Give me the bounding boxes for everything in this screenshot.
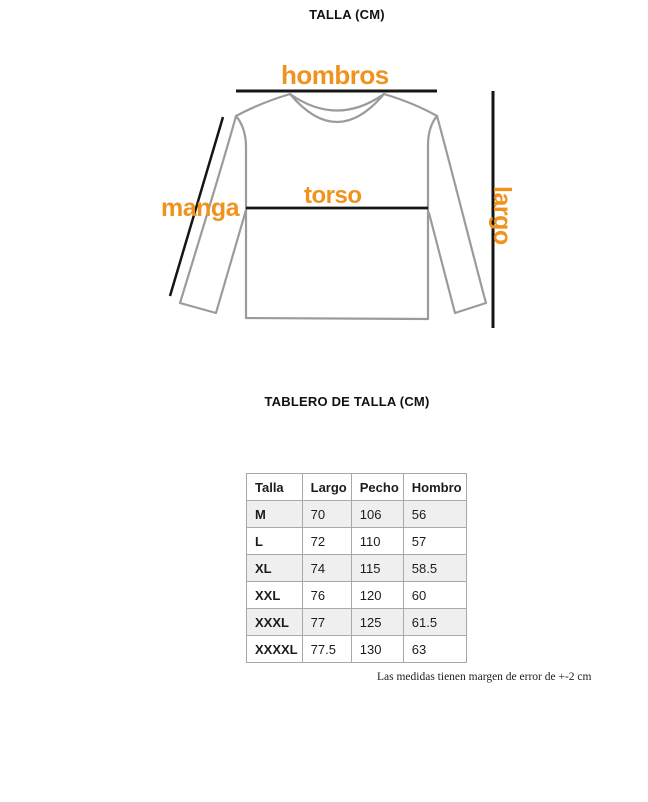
page-title: TALLA (CM) (309, 7, 385, 22)
size-table (246, 473, 467, 663)
collar-inner-arc (290, 94, 384, 122)
cell-pecho: 130 (351, 636, 403, 663)
cell-largo: 76 (302, 582, 351, 609)
cell-size: XXL (247, 582, 303, 609)
shoulders-label: hombros (281, 60, 389, 90)
cell-size: M (247, 501, 303, 528)
cell-hombro: 56 (403, 501, 466, 528)
right-shoulder-seam (384, 94, 437, 116)
cell-largo: 77 (302, 609, 351, 636)
cell-hombro: 58.5 (403, 555, 466, 582)
cell-largo: 72 (302, 528, 351, 555)
length-label: largo (488, 186, 516, 245)
cell-pecho: 125 (351, 609, 403, 636)
shirt-body (236, 116, 437, 319)
sleeve-label: manga (161, 194, 240, 222)
left-shoulder-seam (236, 94, 290, 116)
table-row-xxxxl (247, 636, 467, 663)
cell-largo: 74 (302, 555, 351, 582)
col-header-largo: Largo (302, 474, 351, 501)
cell-size: XXXL (247, 609, 303, 636)
cell-hombro: 60 (403, 582, 466, 609)
cell-pecho: 106 (351, 501, 403, 528)
col-header-hombro: Hombro (403, 474, 466, 501)
table-row-xxxl (247, 609, 467, 636)
col-header-pecho: Pecho (351, 474, 403, 501)
cell-size: XXXXL (247, 636, 303, 663)
cell-size: XL (247, 555, 303, 582)
cell-pecho: 110 (351, 528, 403, 555)
measurement-tolerance-note: Las medidas tienen margen de error de +-2 cm (377, 671, 592, 683)
col-header-talla: Talla (247, 474, 303, 501)
cell-pecho: 115 (351, 555, 403, 582)
shirt-measurement-diagram (150, 55, 520, 345)
cell-hombro: 57 (403, 528, 466, 555)
size-table-title: TABLERO DE TALLA (CM) (264, 394, 430, 409)
torso-label: torso (304, 182, 362, 209)
cell-size: L (247, 528, 303, 555)
table-row-m (247, 501, 467, 528)
table-row-xl (247, 555, 467, 582)
right-sleeve (429, 116, 486, 313)
cell-hombro: 61.5 (403, 609, 466, 636)
size-table-header-row (247, 474, 467, 501)
table-row-xxl (247, 582, 467, 609)
cell-hombro: 63 (403, 636, 466, 663)
cell-largo: 70 (302, 501, 351, 528)
cell-pecho: 120 (351, 582, 403, 609)
cell-largo: 77.5 (302, 636, 351, 663)
table-row-l (247, 528, 467, 555)
